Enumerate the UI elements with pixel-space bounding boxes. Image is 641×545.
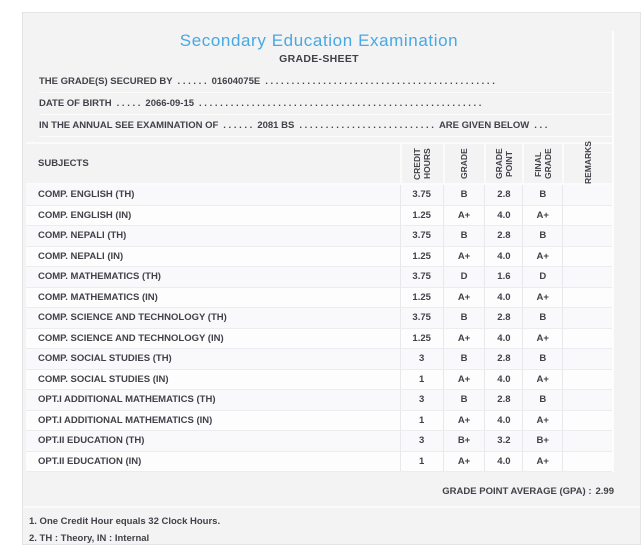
- info-label: IN THE ANNUAL SEE EXAMINATION OF: [39, 120, 219, 131]
- cell-grade: B: [443, 349, 485, 369]
- column-header-grade-label: GRADE: [459, 148, 470, 179]
- cell-credit-hours: 1: [400, 452, 443, 472]
- gpa-row: [26, 482, 614, 500]
- info-suffix: ARE GIVEN BELOW: [438, 120, 530, 131]
- gpa-value: 2.99: [595, 485, 614, 497]
- dots: . . . . .: [116, 98, 141, 109]
- cell-credit-hours: 1.25: [400, 329, 443, 349]
- cell-subject: COMP. NEPALI (IN): [38, 250, 124, 262]
- cell-final-grade: A+: [522, 329, 562, 349]
- cell-final-grade: B: [522, 349, 562, 369]
- info-value: 2066-09-15: [145, 98, 195, 109]
- table-row: [26, 185, 612, 206]
- dots: . . . . . . . . . . . . . . . . . . . . . . . . . .: [299, 120, 434, 131]
- cell-grade: A+: [443, 247, 485, 267]
- column-header-grade: [443, 144, 485, 183]
- dots: . . . . . . . . . . . . . . . . . . . . . . . . . . . . . . . . . . . . . . . . . . . . . . . . . . . . . .: [199, 98, 482, 109]
- cell-final-grade: A+: [522, 247, 562, 267]
- cell-credit-hours: 3: [400, 390, 443, 410]
- cell-grade: A+: [443, 411, 485, 431]
- table-row: [26, 349, 612, 370]
- cell-grade-point: 2.8: [484, 308, 522, 328]
- cell-subject: COMP. SCIENCE AND TECHNOLOGY (TH): [38, 312, 227, 324]
- grade-table-header: [26, 142, 612, 185]
- cell-final-grade: B+: [522, 431, 562, 451]
- cell-grade: B: [443, 226, 485, 246]
- cell-grade-point: 3.2: [484, 431, 522, 451]
- info-line-1: [39, 93, 612, 115]
- column-header-credit-hours-label: CREDIT HOURS: [411, 147, 433, 180]
- cell-grade-point: 4.0: [484, 411, 522, 431]
- cell-final-grade: D: [522, 267, 562, 287]
- dots: . . . . . . . . . . . . . . . . . . . . . . . . . . . . . . . . . . . . . . . . . . . .: [265, 76, 495, 87]
- cell-grade: D: [443, 267, 485, 287]
- cell-final-grade: B: [522, 185, 562, 205]
- table-row: [26, 329, 612, 350]
- page-subtitle: GRADE-SHEET: [279, 53, 359, 65]
- cell-remarks: [562, 349, 612, 369]
- cell-final-grade: B: [522, 390, 562, 410]
- cell-grade-point: 2.8: [484, 390, 522, 410]
- dots: . . . . . .: [223, 120, 253, 131]
- cell-remarks: [562, 247, 612, 267]
- page-title: Secondary Education Examination: [179, 31, 459, 50]
- cell-grade: A+: [443, 370, 485, 390]
- cell-credit-hours: 1.25: [400, 206, 443, 226]
- cell-remarks: [562, 431, 612, 451]
- cell-subject: COMP. SOCIAL STUDIES (TH): [38, 353, 172, 365]
- cell-grade: B: [443, 185, 485, 205]
- table-row: [26, 452, 612, 473]
- cell-grade-point: 1.6: [484, 267, 522, 287]
- cell-credit-hours: 1: [400, 411, 443, 431]
- cell-final-grade: A+: [522, 452, 562, 472]
- column-header-final-grade: [522, 144, 562, 183]
- cell-credit-hours: 3: [400, 431, 443, 451]
- table-row: [26, 431, 612, 452]
- cell-final-grade: A+: [522, 206, 562, 226]
- cell-subject: COMP. ENGLISH (TH): [38, 189, 135, 201]
- cell-remarks: [562, 329, 612, 349]
- cell-final-grade: A+: [522, 288, 562, 308]
- cell-subject: COMP. SOCIAL STUDIES (IN): [38, 373, 169, 385]
- cell-remarks: [562, 185, 612, 205]
- info-value: 01604075E: [211, 76, 261, 87]
- grade-table: [26, 142, 612, 472]
- cell-subject: OPT.II EDUCATION (IN): [38, 455, 142, 467]
- cell-final-grade: A+: [522, 411, 562, 431]
- footnote-abbreviations: 2. TH : Theory, IN : Internal: [29, 533, 150, 544]
- cell-grade: A+: [443, 329, 485, 349]
- cell-credit-hours: 1.25: [400, 247, 443, 267]
- dots: . . .: [534, 120, 548, 131]
- column-header-final-grade-label: FINAL GRADE: [533, 148, 554, 179]
- cell-grade-point: 4.0: [484, 370, 522, 390]
- gpa-label: GRADE POINT AVERAGE (GPA) :: [442, 485, 592, 497]
- cell-subject: COMP. MATHEMATICS (IN): [38, 291, 158, 303]
- cell-subject: COMP. NEPALI (TH): [38, 230, 127, 242]
- cell-remarks: [562, 390, 612, 410]
- info-lines: [26, 71, 612, 137]
- info-value: 2081 BS: [257, 120, 295, 131]
- footnotes: [23, 506, 640, 545]
- table-row: [26, 247, 612, 268]
- table-row: [26, 226, 612, 247]
- cell-remarks: [562, 206, 612, 226]
- cell-grade: A+: [443, 288, 485, 308]
- cell-remarks: [562, 288, 612, 308]
- column-header-grade-point-label: GRADE POINT: [494, 148, 515, 179]
- cell-grade: B: [443, 390, 485, 410]
- cell-grade: B: [443, 308, 485, 328]
- cell-remarks: [562, 226, 612, 246]
- table-row: [26, 206, 612, 227]
- table-row: [26, 308, 612, 329]
- cell-credit-hours: 3.75: [400, 267, 443, 287]
- cell-remarks: [562, 370, 612, 390]
- cell-subject: COMP. MATHEMATICS (TH): [38, 271, 161, 283]
- table-row: [26, 267, 612, 288]
- dots: . . . . . .: [177, 76, 207, 87]
- cell-final-grade: B: [522, 308, 562, 328]
- cell-grade-point: 4.0: [484, 329, 522, 349]
- table-row: [26, 390, 612, 411]
- cell-grade-point: 4.0: [484, 206, 522, 226]
- cell-subject: OPT.II EDUCATION (TH): [38, 435, 145, 447]
- column-header-grade-point: [484, 144, 522, 183]
- cell-final-grade: A+: [522, 370, 562, 390]
- cell-grade-point: 4.0: [484, 288, 522, 308]
- cell-subject: OPT.I ADDITIONAL MATHEMATICS (TH): [38, 394, 216, 406]
- cell-grade-point: 2.8: [484, 226, 522, 246]
- cell-remarks: [562, 411, 612, 431]
- cell-remarks: [562, 267, 612, 287]
- grade-sheet-card: [22, 12, 641, 545]
- column-header-credit-hours: [400, 144, 443, 183]
- footnote-credit-hours: 1. One Credit Hour equals 32 Clock Hours.: [29, 516, 221, 527]
- info-label: THE GRADE(S) SECURED BY: [39, 76, 173, 87]
- cell-grade-point: 4.0: [484, 247, 522, 267]
- info-label: DATE OF BIRTH: [39, 98, 112, 109]
- cell-subject: COMP. ENGLISH (IN): [38, 209, 132, 221]
- grade-sheet-content: [26, 31, 614, 472]
- cell-remarks: [562, 452, 612, 472]
- cell-grade-point: 2.8: [484, 349, 522, 369]
- cell-grade-point: 4.0: [484, 452, 522, 472]
- column-header-remarks: [562, 140, 612, 184]
- cell-subject: OPT.I ADDITIONAL MATHEMATICS (IN): [38, 414, 213, 426]
- cell-grade: A+: [443, 452, 485, 472]
- cell-grade-point: 2.8: [484, 185, 522, 205]
- cell-grade: B+: [443, 431, 485, 451]
- cell-grade: A+: [443, 206, 485, 226]
- column-header-subjects: SUBJECTS: [38, 158, 89, 169]
- table-row: [26, 411, 612, 432]
- info-line-0: [39, 71, 612, 93]
- info-line-2: [39, 115, 612, 137]
- cell-credit-hours: 1: [400, 370, 443, 390]
- cell-remarks: [562, 308, 612, 328]
- cell-credit-hours: 3.75: [400, 308, 443, 328]
- cell-final-grade: B: [522, 226, 562, 246]
- cell-credit-hours: 1.25: [400, 288, 443, 308]
- cell-subject: COMP. SCIENCE AND TECHNOLOGY (IN): [38, 332, 224, 344]
- grade-table-body: [26, 185, 612, 472]
- table-row: [26, 370, 612, 391]
- cell-credit-hours: 3: [400, 349, 443, 369]
- cell-credit-hours: 3.75: [400, 185, 443, 205]
- cell-credit-hours: 3.75: [400, 226, 443, 246]
- column-header-remarks-label: REMARKS: [582, 140, 593, 184]
- table-row: [26, 288, 612, 309]
